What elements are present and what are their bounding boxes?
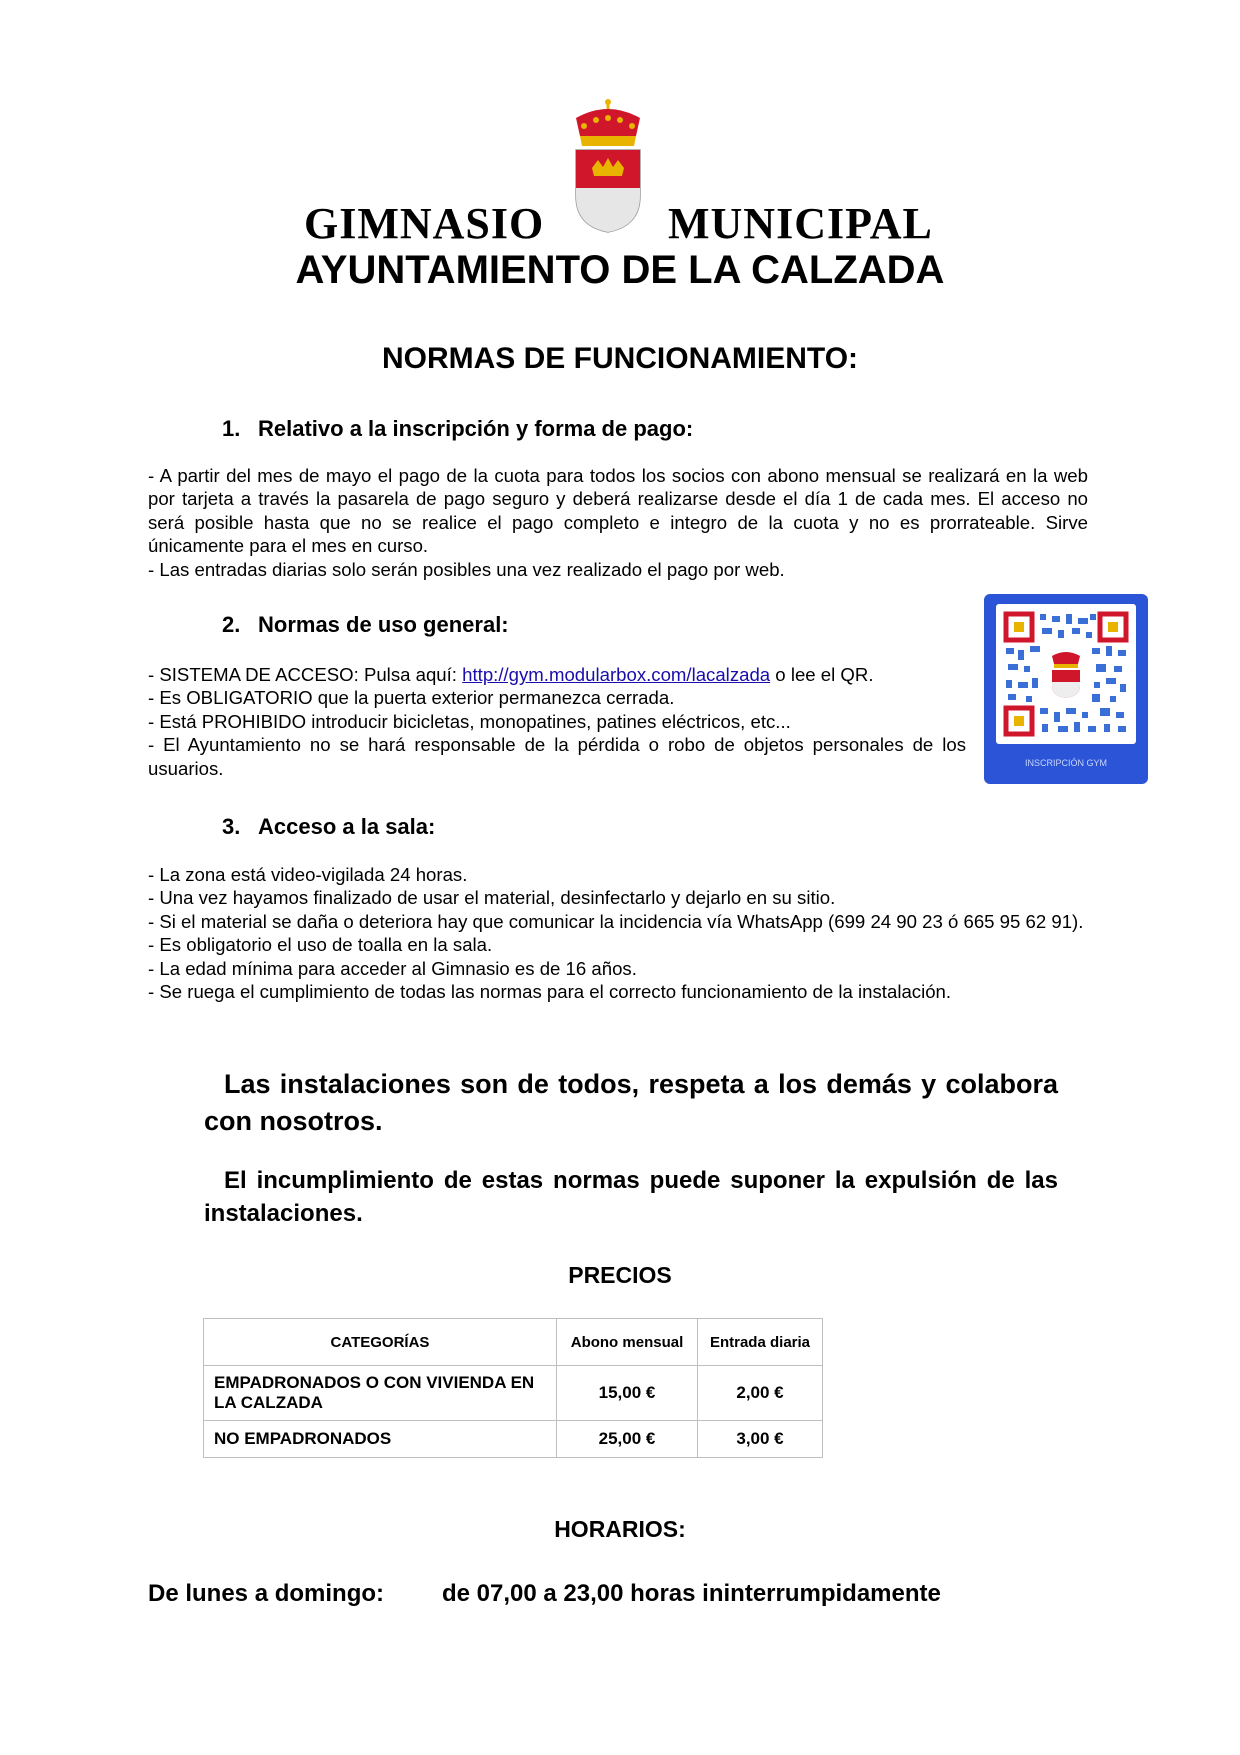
rule-line: - Si el material se daña o deteriora hay que comunicar la incidencia vía WhatsApp (699 24 90 23 ó 665 95 62 91).	[148, 910, 1084, 932]
notice-text: El incumplimiento de estas normas puede suponer la expulsión de las instalaciones.	[204, 1167, 1058, 1227]
qr-code-icon[interactable]	[996, 604, 1136, 744]
qr-pattern	[996, 604, 1136, 744]
notice-respect	[204, 1066, 1058, 1140]
section-3-heading	[222, 814, 435, 840]
schedule-label: De lunes a domingo:	[148, 1580, 385, 1607]
monthly-price-cell: 25,00 €	[557, 1421, 698, 1458]
rule-line: - Una vez hayamos finalizado de usar el material, desinfectarlo y dejarlo en su sitio.	[148, 887, 836, 909]
qr-card[interactable]	[984, 594, 1148, 784]
rule-line: - A partir del mes de mayo el pago de la cuota para todos los socios con abono mensual se realizará en la web por tarjeta a través la pasarela de pago seguro y deberá realizarse desde el día 1 de cada mes. El acceso no será posible hasta que no se realice el pago completo e integro de la cuota y no es prorrateable. Sirve únicamente para el mes en curso.	[148, 465, 1088, 557]
schedule-title: HORARIOS:	[554, 1516, 686, 1542]
municipal-crest-icon	[568, 96, 648, 236]
title-gimnasio: GIMNASIO	[304, 199, 545, 248]
category-cell: EMPADRONADOS O CON VIVIENDA EN LA CALZADA	[204, 1366, 557, 1421]
section-number: 1.	[222, 416, 241, 441]
section-title: Relativo a la inscripción y forma de pago:	[258, 416, 694, 441]
rule-line: - Las entradas diarias solo serán posibles una vez realizado el pago por web.	[148, 558, 785, 580]
subtitle-ayuntamiento: AYUNTAMIENTO DE LA CALZADA	[295, 248, 945, 292]
normas-title: NORMAS DE FUNCIONAMIENTO:	[381, 342, 859, 375]
table-header-row	[204, 1319, 823, 1366]
section-number: 3.	[222, 814, 241, 839]
qr-crest-icon	[1052, 652, 1080, 698]
monthly-price-cell: 15,00 €	[557, 1366, 698, 1421]
access-prefix: - SISTEMA DE ACCESO: Pulsa aquí:	[148, 664, 463, 685]
rule-line: - Es OBLIGATORIO que la puerta exterior permanezca cerrada.	[148, 687, 675, 709]
qr-caption: INSCRIPCIÓN GYM	[1024, 758, 1107, 768]
access-line	[148, 663, 966, 686]
schedule-value: de 07,00 a 23,00 horas ininterrumpidamente	[442, 1580, 941, 1607]
section-number: 2.	[222, 612, 241, 637]
section-2-heading	[222, 612, 509, 638]
section-3-body	[148, 863, 1088, 1003]
rule-line: - El Ayuntamiento no se hará responsable de la pérdida o robo de objetos personales de los usuarios.	[148, 734, 966, 779]
shield-icon	[576, 150, 640, 232]
notice-text: Las instalaciones son de todos, respeta a los demás y colabora con nosotros.	[204, 1069, 1058, 1136]
title-municipal: MUNICIPAL	[668, 199, 933, 248]
prices-table	[203, 1318, 823, 1458]
notice-expulsion	[204, 1164, 1058, 1230]
crown-icon	[576, 99, 640, 146]
daily-price-cell: 3,00 €	[698, 1421, 823, 1458]
daily-price-cell: 2,00 €	[698, 1366, 823, 1421]
access-suffix: o lee el QR.	[770, 664, 874, 685]
header-categorias: CATEGORÍAS	[204, 1319, 557, 1366]
rule-line: - Está PROHIBIDO introducir bicicletas, monopatines, patines eléctricos, etc...	[148, 710, 791, 732]
table-row	[204, 1421, 823, 1458]
prices-title: PRECIOS	[568, 1262, 672, 1288]
table-row	[204, 1366, 823, 1421]
section-2-body	[148, 663, 966, 780]
section-title: Acceso a la sala:	[258, 814, 436, 839]
section-title: Normas de uso general:	[258, 612, 509, 637]
section-1-body	[148, 464, 1088, 581]
header-entrada-diaria: Entrada diaria	[698, 1319, 823, 1366]
rule-line: - La zona está video-vigilada 24 horas.	[148, 864, 468, 885]
category-cell: NO EMPADRONADOS	[204, 1421, 557, 1458]
header-abono-mensual: Abono mensual	[557, 1319, 698, 1366]
section-1-heading	[222, 416, 693, 442]
rule-line: - Se ruega el cumplimiento de todas las normas para el correcto funcionamiento de la instalación.	[148, 981, 952, 1003]
rule-line: - Es obligatorio el uso de toalla en la sala.	[148, 934, 493, 956]
rule-line: - La edad mínima para acceder al Gimnasio es de 16 años.	[148, 957, 637, 979]
gym-access-link[interactable]: http://gym.modularbox.com/lacalzada	[462, 664, 771, 685]
